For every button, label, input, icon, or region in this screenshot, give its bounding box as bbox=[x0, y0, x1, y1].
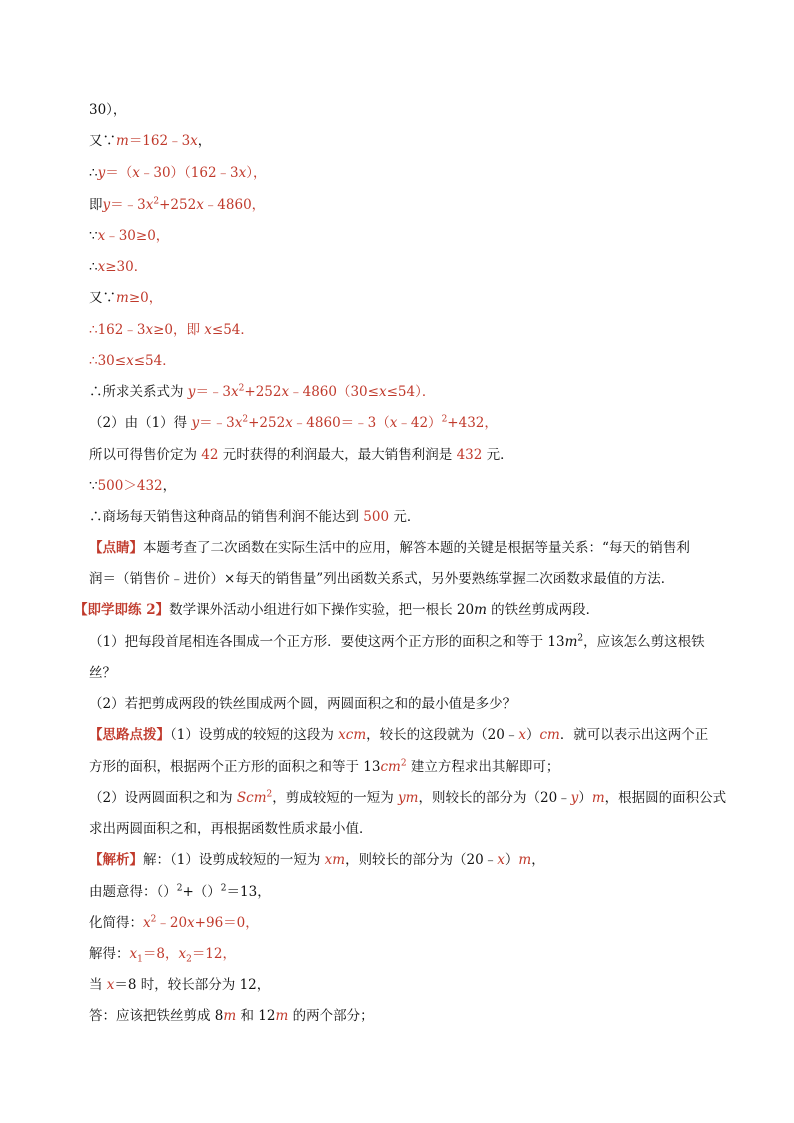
text-line bbox=[89, 850, 545, 870]
text: ，剪成较短的一短为 bbox=[272, 790, 399, 806]
text-line bbox=[89, 975, 270, 995]
text: ） bbox=[578, 790, 592, 806]
text-line bbox=[89, 694, 516, 714]
math-var: x bbox=[231, 384, 239, 400]
text-line bbox=[89, 476, 176, 496]
math-var: m bbox=[116, 290, 129, 306]
text: ） bbox=[525, 727, 540, 743]
math: ＝8， bbox=[142, 946, 179, 962]
math-var: x bbox=[518, 727, 526, 743]
math-var: x bbox=[132, 165, 140, 181]
math: ﹣4860， bbox=[203, 197, 266, 213]
exponent: 2 bbox=[176, 883, 183, 894]
text: 润＝（销售价﹣进价）×每天的销售量”列出函数关系式，另外要熟练掌握二次函数求最值的方法． bbox=[89, 571, 675, 587]
math-var: x bbox=[143, 915, 151, 931]
subscript: 2 bbox=[186, 954, 192, 965]
math: 500＞432 bbox=[97, 478, 163, 494]
math-var: xcm bbox=[338, 727, 367, 743]
text: ，根据圆的面积公式 bbox=[604, 790, 727, 806]
text: 求出两圆面积之和，再根据函数性质求最小值． bbox=[89, 821, 373, 837]
exponent: 2 bbox=[266, 789, 273, 800]
math: +252 bbox=[159, 197, 197, 213]
text-line bbox=[89, 663, 116, 683]
math-var: m bbox=[116, 133, 129, 149]
exponent: 2 bbox=[150, 914, 157, 925]
text-line bbox=[89, 445, 514, 465]
text: ， bbox=[531, 852, 545, 868]
text: 元时获得的利润最大，最大销售利润是 bbox=[218, 447, 457, 463]
text: （1）设剪成的较短的这段为 bbox=[170, 727, 339, 743]
math-var: x bbox=[97, 259, 106, 275]
math-var: xm bbox=[324, 852, 346, 868]
text: 化简得： bbox=[89, 915, 143, 931]
text-line bbox=[89, 819, 373, 839]
math-var: m bbox=[223, 1008, 237, 1024]
math: ＝162﹣3 bbox=[128, 133, 191, 149]
text-line bbox=[89, 320, 254, 340]
text: 又∵ bbox=[89, 133, 116, 149]
math: ≥0， bbox=[128, 290, 163, 306]
text: ） bbox=[504, 852, 519, 868]
math-var: x bbox=[204, 322, 212, 338]
math: ≥30． bbox=[105, 259, 148, 275]
math: +432， bbox=[447, 415, 498, 431]
text-line bbox=[89, 507, 420, 527]
text: 答：应该把铁丝剪成 8 bbox=[89, 1008, 224, 1024]
text-line bbox=[89, 288, 162, 308]
section-tag: 【解析】 bbox=[89, 852, 143, 868]
math-var: Scm bbox=[236, 790, 267, 806]
math-var: x bbox=[234, 415, 243, 431]
text-line bbox=[89, 538, 690, 558]
text: ∴ bbox=[89, 259, 98, 275]
text: ∴ bbox=[89, 165, 98, 181]
math-var: x bbox=[145, 322, 154, 338]
exponent: 2 bbox=[238, 383, 245, 394]
text: ∵ bbox=[89, 478, 98, 494]
text: （1）把每段首尾相连各围成一个正方形．要使这两个正方形的面积之和等于 13 bbox=[89, 634, 565, 650]
text: 本题考查了二次函数在实际生活中的应用，解答本题的关键是根据等量关系：“每天的销售利 bbox=[143, 540, 690, 556]
subscript: 1 bbox=[137, 954, 143, 965]
math: ≥0，即 bbox=[153, 322, 205, 338]
text: （2）设两圆面积之和为 bbox=[89, 790, 237, 806]
text-line bbox=[89, 882, 271, 902]
math-var: x bbox=[106, 977, 115, 993]
text-line bbox=[89, 788, 726, 808]
math-var: m bbox=[564, 634, 578, 650]
math-var: x bbox=[178, 946, 187, 962]
math-var: m bbox=[474, 602, 487, 618]
math: ＝12， bbox=[191, 946, 236, 962]
math-var: x bbox=[497, 852, 505, 868]
text: 所以可得售价定为 bbox=[89, 447, 202, 463]
text-line bbox=[89, 131, 211, 151]
text: 的两个部分； bbox=[288, 1008, 374, 1024]
math: ﹣30）（162﹣3 bbox=[139, 165, 239, 181]
text: 当 bbox=[89, 977, 107, 993]
text: 的铁丝剪成两段． bbox=[486, 602, 600, 618]
math-var: x bbox=[281, 384, 290, 400]
math: ﹣20 bbox=[156, 915, 188, 931]
text-line bbox=[74, 600, 599, 620]
section-tag: 【即学即练 2】 bbox=[74, 602, 170, 618]
exponent: 2 bbox=[242, 414, 249, 425]
text-line bbox=[89, 757, 559, 777]
text: ＝8 时，较长部分为 12， bbox=[114, 977, 271, 993]
math-var: y bbox=[191, 415, 200, 431]
math-var: x bbox=[389, 415, 398, 431]
text: ．就可以表示出这两个正 bbox=[559, 727, 709, 743]
text-line bbox=[89, 569, 674, 589]
section-tag: 【点睛】 bbox=[89, 540, 143, 556]
exponent: 2 bbox=[441, 414, 448, 425]
math: ≤54． bbox=[211, 322, 254, 338]
math: ≤54）． bbox=[386, 384, 436, 400]
math: 500 bbox=[363, 509, 390, 525]
text-line bbox=[89, 413, 498, 433]
text-line bbox=[89, 100, 126, 120]
math-var: x bbox=[378, 384, 387, 400]
math-var: x bbox=[145, 197, 154, 213]
math-var: y bbox=[570, 790, 579, 806]
math-var: x bbox=[190, 133, 198, 149]
math-var: x bbox=[238, 165, 247, 181]
math: ＝﹣3 bbox=[195, 384, 232, 400]
text-line bbox=[89, 382, 435, 402]
math: ＝﹣3 bbox=[110, 197, 146, 213]
text: ，则较长的部分为（20﹣ bbox=[418, 790, 571, 806]
text: 解：（1）设剪成较短的一短为 bbox=[143, 852, 325, 868]
math: 432 bbox=[456, 447, 483, 463]
math: ∴162﹣3 bbox=[89, 322, 146, 338]
text-line bbox=[89, 913, 259, 933]
text-line bbox=[89, 1006, 374, 1026]
exponent: 2 bbox=[400, 758, 407, 769]
math-var: y bbox=[97, 165, 106, 181]
math-var: m bbox=[591, 790, 605, 806]
math-var: m bbox=[518, 852, 532, 868]
text: 30）， bbox=[89, 102, 127, 118]
text: ，则较长的部分为（20﹣ bbox=[345, 852, 498, 868]
text: 由题意得：（） bbox=[89, 884, 177, 900]
text-line bbox=[89, 163, 267, 183]
text: 又∵ bbox=[89, 290, 116, 306]
exponent: 2 bbox=[577, 633, 584, 644]
math: ＝（ bbox=[105, 165, 133, 181]
math: ﹣42） bbox=[397, 415, 442, 431]
math-var: cm bbox=[380, 759, 401, 775]
math-var: cm bbox=[539, 727, 560, 743]
text: 数学课外活动小组进行如下操作实验，把一根长 20 bbox=[169, 602, 475, 618]
math: +252 bbox=[244, 384, 282, 400]
text: （2）由（1）得 bbox=[89, 415, 192, 431]
text: 即 bbox=[89, 197, 103, 213]
math-var: x bbox=[97, 228, 106, 244]
text: 元． bbox=[482, 447, 514, 463]
math: ＝﹣3 bbox=[199, 415, 235, 431]
text: ， bbox=[197, 133, 212, 149]
math-var: x bbox=[187, 915, 195, 931]
text: 方形的面积，根据两个正方形的面积之和等于 13 bbox=[89, 759, 381, 775]
text: ，较长的这段就为（20﹣ bbox=[366, 727, 519, 743]
math: +252 bbox=[248, 415, 286, 431]
text: ∵ bbox=[89, 228, 98, 244]
math: 42 bbox=[201, 447, 219, 463]
math: +96＝0， bbox=[194, 915, 259, 931]
math-var: x bbox=[285, 415, 293, 431]
text: ∴所求关系式为 bbox=[89, 384, 188, 400]
math-var: y bbox=[102, 197, 111, 213]
math-var: m bbox=[275, 1008, 289, 1024]
text-line bbox=[89, 944, 236, 964]
math-var: x bbox=[129, 946, 138, 962]
math: ）， bbox=[246, 165, 267, 181]
text-line bbox=[89, 632, 705, 652]
text: 和 12 bbox=[236, 1008, 276, 1024]
exponent: 2 bbox=[220, 883, 227, 894]
text-line bbox=[89, 195, 265, 215]
text: 解得： bbox=[89, 946, 130, 962]
section-tag: 【思路点拨】 bbox=[89, 727, 170, 743]
text: +（） bbox=[182, 884, 221, 900]
text-line bbox=[89, 725, 708, 745]
text: （2）若把剪成两段的铁丝围成两个圆，两圆面积之和的最小值是多少？ bbox=[89, 696, 517, 712]
math-var: x bbox=[196, 197, 204, 213]
math: ﹣4860＝﹣3（ bbox=[292, 415, 390, 431]
text: ，应该怎么剪这根铁 bbox=[583, 634, 705, 650]
text: ， bbox=[162, 478, 177, 494]
text: 建立方程求出其解即可； bbox=[406, 759, 560, 775]
text: 元． bbox=[389, 509, 421, 525]
math: ﹣30≥0， bbox=[105, 228, 170, 244]
text-line bbox=[89, 257, 147, 277]
math: ﹣4860（30≤ bbox=[289, 384, 379, 400]
text: 丝？ bbox=[89, 665, 116, 681]
math: ≤54． bbox=[133, 353, 176, 369]
text: ＝13， bbox=[226, 884, 271, 900]
math-var: ym bbox=[398, 790, 419, 806]
text-line bbox=[89, 351, 176, 371]
exponent: 2 bbox=[153, 196, 160, 207]
text: ∴商场每天销售这种商品的销售利润不能达到 bbox=[89, 509, 364, 525]
math-var: x bbox=[126, 353, 134, 369]
math-var: y bbox=[187, 384, 196, 400]
math: ∴30≤ bbox=[89, 353, 127, 369]
text-line bbox=[89, 226, 169, 246]
